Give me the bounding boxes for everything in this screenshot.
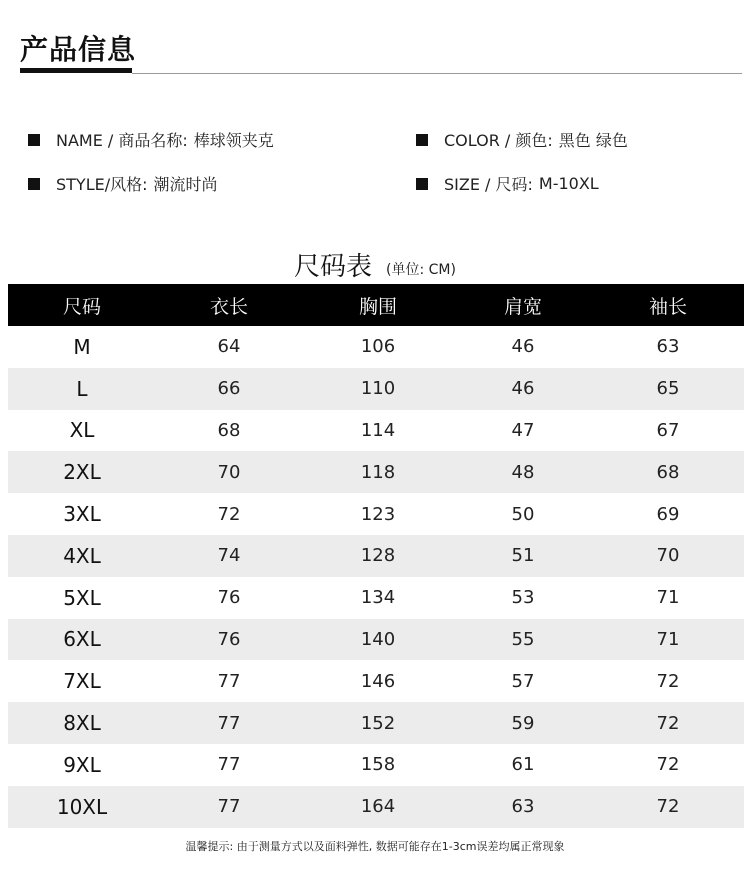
- cell-length: 76: [156, 619, 302, 661]
- info-name: [28, 128, 274, 151]
- title-divider: [132, 73, 742, 74]
- cell-sleeve: 72: [592, 702, 744, 744]
- cell-sleeve: 68: [592, 451, 744, 493]
- cell-size: M: [73, 334, 91, 359]
- cell-sleeve: 70: [592, 535, 744, 577]
- info-name-value: 棒球领夹克: [193, 131, 274, 150]
- cell-length: 77: [217, 670, 241, 692]
- cell-length: 66: [156, 368, 302, 410]
- info-color-value: 黑色 绿色: [558, 131, 628, 150]
- cell-size: 2XL: [8, 451, 156, 493]
- cell-sleeve: 72: [656, 670, 680, 692]
- table-row: [8, 744, 744, 786]
- cell-chest: 106: [360, 336, 396, 358]
- cell-shoulder: 46: [511, 336, 535, 358]
- info-color: [416, 128, 628, 151]
- cell-size: 3XL: [63, 502, 101, 527]
- table-row: [8, 451, 744, 493]
- measurement-note: 温馨提示: 由于测量方式以及面料弹性, 数据可能存在1-3cm误差均属正常现象: [185, 840, 565, 853]
- cell-size: L: [8, 368, 156, 410]
- cell-sleeve: 72: [656, 754, 680, 776]
- cell-shoulder: 48: [454, 451, 592, 493]
- cell-length: 64: [217, 336, 241, 358]
- cell-shoulder: 51: [454, 535, 592, 577]
- cell-shoulder: 63: [454, 786, 592, 828]
- size-chart-title: 尺码表: [294, 252, 373, 282]
- header-size: 尺码: [8, 284, 156, 326]
- header-sleeve: 袖长: [592, 284, 744, 326]
- cell-chest: 110: [302, 368, 454, 410]
- info-color-label: COLOR / 颜色:: [444, 131, 553, 150]
- header-length: 衣长: [156, 284, 302, 326]
- size-chart-unit: (单位: CM): [386, 262, 456, 278]
- cell-chest: 123: [360, 503, 396, 525]
- cell-sleeve: 71: [656, 587, 680, 609]
- size-table: [8, 284, 744, 828]
- cell-chest: 114: [360, 419, 396, 441]
- size-chart-heading: [0, 246, 750, 283]
- cell-chest: 140: [302, 619, 454, 661]
- cell-chest: 146: [360, 670, 396, 692]
- cell-length: 74: [156, 535, 302, 577]
- header-shoulder: 肩宽: [454, 284, 592, 326]
- cell-size: 10XL: [8, 786, 156, 828]
- cell-length: 70: [156, 451, 302, 493]
- table-row: [8, 619, 744, 661]
- cell-shoulder: 46: [454, 368, 592, 410]
- cell-shoulder: 61: [511, 754, 535, 776]
- cell-sleeve: 67: [656, 419, 680, 441]
- info-size-value: M-10XL: [538, 174, 599, 193]
- table-row: [8, 410, 744, 452]
- cell-chest: 134: [360, 587, 396, 609]
- cell-shoulder: 50: [511, 503, 535, 525]
- bullet-square-icon: [416, 134, 428, 146]
- cell-sleeve: 71: [592, 619, 744, 661]
- cell-shoulder: 59: [454, 702, 592, 744]
- info-size-label: SIZE / 尺码:: [444, 175, 533, 194]
- table-row: [8, 326, 744, 368]
- header-chest: 胸围: [302, 284, 454, 326]
- cell-length: 77: [156, 786, 302, 828]
- cell-size: XL: [69, 418, 95, 443]
- cell-size: 5XL: [63, 585, 101, 610]
- cell-shoulder: 47: [511, 419, 535, 441]
- table-row: [8, 660, 744, 702]
- cell-chest: 152: [302, 702, 454, 744]
- bullet-square-icon: [416, 178, 428, 190]
- info-name-label: NAME / 商品名称:: [56, 131, 188, 150]
- bullet-square-icon: [28, 178, 40, 190]
- cell-length: 68: [217, 419, 241, 441]
- cell-size: 9XL: [63, 752, 101, 777]
- table-row: [8, 535, 744, 577]
- table-row: [8, 702, 744, 744]
- cell-chest: 128: [302, 535, 454, 577]
- cell-size: 8XL: [8, 702, 156, 744]
- table-row: [8, 786, 744, 828]
- table-row: [8, 493, 744, 535]
- section-title: 产品信息: [20, 33, 137, 66]
- info-style: [28, 172, 218, 195]
- cell-shoulder: 53: [511, 587, 535, 609]
- table-row: [8, 368, 744, 410]
- cell-size: 7XL: [63, 669, 101, 694]
- cell-sleeve: 65: [592, 368, 744, 410]
- cell-chest: 118: [302, 451, 454, 493]
- table-row: [8, 577, 744, 619]
- cell-length: 77: [156, 702, 302, 744]
- title-underline: [20, 68, 132, 73]
- cell-length: 77: [217, 754, 241, 776]
- info-style-value: 潮流时尚: [153, 175, 218, 194]
- info-style-label: STYLE/风格:: [56, 175, 148, 194]
- table-header-row: [8, 284, 744, 326]
- cell-sleeve: 63: [656, 336, 680, 358]
- cell-chest: 158: [360, 754, 396, 776]
- info-size: [416, 172, 599, 195]
- cell-size: 6XL: [8, 619, 156, 661]
- cell-length: 72: [217, 503, 241, 525]
- bullet-square-icon: [28, 134, 40, 146]
- cell-sleeve: 69: [656, 503, 680, 525]
- cell-chest: 164: [302, 786, 454, 828]
- cell-size: 4XL: [8, 535, 156, 577]
- cell-shoulder: 55: [454, 619, 592, 661]
- cell-shoulder: 57: [511, 670, 535, 692]
- cell-sleeve: 72: [592, 786, 744, 828]
- cell-length: 76: [217, 587, 241, 609]
